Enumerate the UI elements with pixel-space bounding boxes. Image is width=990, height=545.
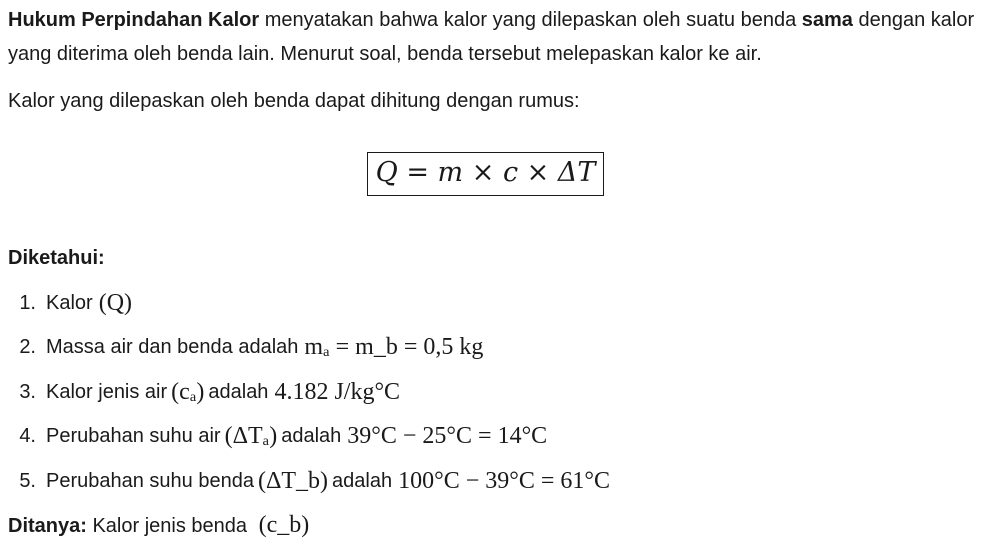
item-math-after: 4.182 J/kg°C (274, 378, 401, 405)
item-text: Perubahan suhu air (46, 425, 221, 448)
law-text-a: menyatakan bahwa kalor yang dilepaskan oleh suatu benda (259, 9, 802, 31)
asked-text: Kalor jenis benda (92, 515, 248, 537)
list-item (8, 415, 610, 460)
item-math-after: 100°C − 39°C = 61°C (398, 467, 610, 494)
known-list (8, 281, 610, 504)
asked-label: Ditanya: (8, 515, 87, 537)
item-math: (ΔTₐ) (224, 423, 278, 450)
item-text-after: adalah (208, 380, 269, 403)
item-text-after: adalah (332, 469, 393, 492)
item-number: 1. (19, 291, 36, 314)
list-item (8, 326, 610, 371)
formula-container (8, 152, 963, 196)
list-item (8, 459, 610, 504)
item-number: 4. (19, 425, 36, 448)
item-number: 5. (19, 469, 36, 492)
law-text-b: dengan kalor yang diterima oleh benda lain. Menurut soal, benda tersebut melepaskan kalor ke air. (8, 9, 975, 65)
item-text: Massa air dan benda adalah (46, 336, 299, 359)
list-item (8, 281, 610, 326)
law-emphasis: sama (801, 9, 853, 31)
formula-text: Q = m × c × ΔT (375, 157, 596, 188)
asked-line (8, 508, 309, 543)
item-number: 3. (19, 380, 36, 403)
item-text: Kalor (46, 291, 93, 314)
formula-intro: Kalor yang dilepaskan oleh benda dapat dihitung dengan rumus: (8, 90, 580, 112)
heat-formula (367, 152, 605, 196)
law-paragraph (8, 3, 983, 71)
asked-math: (c_b) (258, 512, 310, 538)
known-heading: Diketahui: (8, 247, 105, 269)
item-text-after: adalah (281, 425, 342, 448)
item-number: 2. (19, 336, 36, 359)
item-text: Kalor jenis air (46, 380, 168, 403)
item-math: mₐ = m_b = 0,5 kg (304, 334, 484, 361)
item-math-after: 39°C − 25°C = 14°C (347, 423, 548, 450)
law-name: Hukum Perpindahan Kalor (8, 9, 260, 31)
item-math: (cₐ) (171, 378, 205, 405)
list-item (8, 370, 610, 415)
item-math: (ΔT_b) (257, 467, 329, 494)
item-text: Perubahan suhu benda (46, 469, 254, 492)
item-math: (Q) (98, 289, 133, 316)
